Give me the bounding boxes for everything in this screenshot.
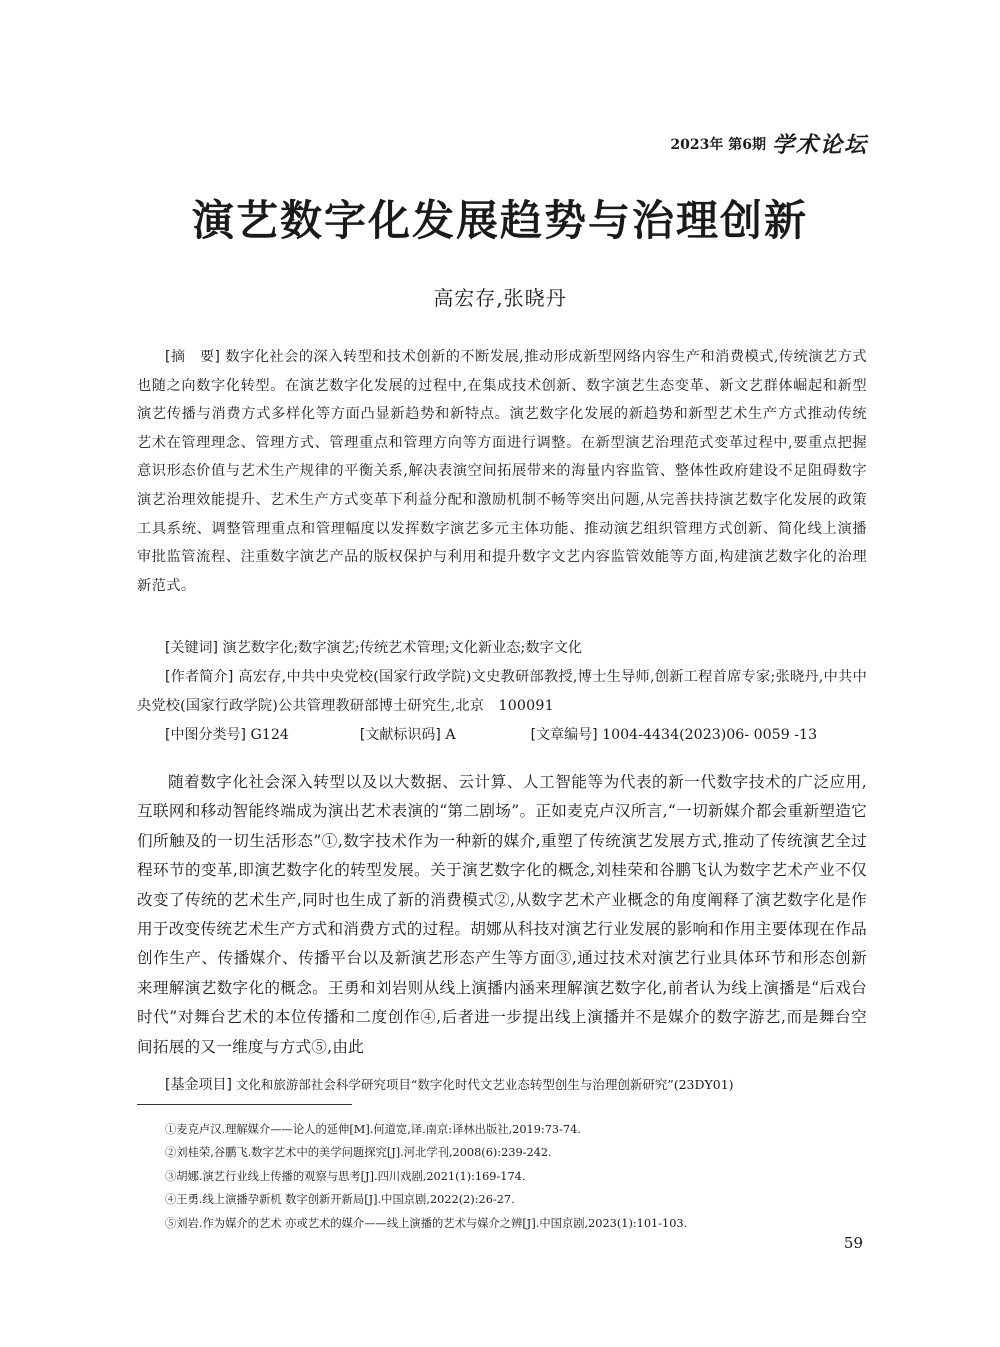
author-intro-text: 高宏存,中共中央党校(国家行政学院)文史教研部教授,博士生导师,创新工程首席专家;张晓丹,中共中央党校(国家行政学院)公共管理教研部博士研究生,北京 100091 (137, 669, 867, 714)
footnote-1: ①麦克卢汉.理解媒介——论人的延伸[M].何道宽,译.南京:译林出版社,2019:73-74. (165, 1123, 581, 1136)
running-header (670, 128, 868, 159)
author-intro-label: [作者简介] (165, 669, 234, 685)
clc-value: G124 (250, 727, 289, 743)
keywords-text: 演艺数字化;数字演艺;传统艺术管理;文化新业态;数字文化 (222, 640, 583, 656)
fund-text: 文化和旅游部社会科学研究项目“数字化时代文艺业态转型创生与治理创新研究”(23DY01) (235, 1077, 734, 1092)
doc-code-value: A (445, 727, 456, 743)
footnote-2: ②刘桂荣,谷鹏飞.数字艺术中的美学问题探究[J].河北学刊,2008(6):239-242. (165, 1146, 552, 1160)
abstract-label: [摘 要] (165, 349, 221, 365)
classification-row (137, 721, 895, 750)
footnote-5: ⑤刘岩.作为媒介的艺术 亦或艺术的媒介——线上演播的艺术与媒介之辨[J].中国京剧,2023(1):101-103. (165, 1216, 688, 1230)
footnote-4: ④王勇.线上演播孕新机 数字创新开新局[J].中国京剧,2022(2):26-27. (165, 1193, 515, 1207)
issue-label: 2023年 第6期 (670, 136, 766, 153)
article-number-label: [文章编号] (530, 727, 598, 743)
keywords-label: [关键词] (165, 640, 218, 656)
doc-code-label: [文献标识码] (359, 727, 441, 743)
author-intro (137, 663, 867, 720)
fund-project (137, 1074, 867, 1094)
clc-label: [中图分类号] (165, 727, 246, 743)
author-line: 高宏存,张晓丹 (433, 286, 567, 310)
page-number: 59 (843, 1234, 863, 1252)
fund-label: [基金项目] (165, 1077, 232, 1093)
abstract-text: 数字化社会的深入转型和技术创新的不断发展,推动形成新型网络内容生产和消费模式,传统演艺方式也随之向数字化转型。在演艺数字化发展的过程中,在集成技术创新、数字演艺生态变革、新文艺群体崛起和新型演艺传播与消费方式多样化等方面凸显新趋势和新特点。演艺数字化发展的新趋势和新型艺术生产方式推动传统艺术在管理理念、管理方式、管理重点和管理方向等方面进行调整。在新型演艺治理范式变革过程中,要重点把握意识形态价值与艺术生产规律的平衡关系,解决表演空间拓展带来的海量内容监管、整体性政府建设不足阻碍数字演艺治理效能提升、艺术生产方式变革下利益分配和激励机制不畅等突出问题,从完善扶持演艺数字化发展的政策工具系统、调整管理重点和管理幅度以发挥数字演艺多元主体功能、推动演艺组织管理方式创新、简化线上演播审批监管流程、注重数字演艺产品的版权保护与利用和提升数字文艺内容监管效能等方面,构建演艺数字化的治理新范式。 (137, 349, 867, 594)
journal-name: 学术论坛 (771, 132, 868, 158)
article-number-value: 1004-4434(2023)06- 0059 -13 (602, 727, 818, 743)
abstract (137, 343, 867, 600)
footnote-divider (137, 1104, 352, 1105)
body-paragraph: 随着数字化社会深入转型以及以大数据、云计算、人工智能等为代表的新一代数字技术的广泛应用,互联网和移动智能终端成为演出艺术表演的“第二剧场”。正如麦克卢汉所言,“一切新媒介都会重新塑造它们所触及的一切生活形态”①,数字技术作为一种新的媒介,重塑了传统演艺发展方式,推动了传统演艺全过程环节的变革,即演艺数字化的转型发展。关于演艺数字化的概念,刘桂荣和谷鹏飞认为数字艺术产业不仅改变了传统的艺术生产,同时也生成了新的消费模式②,从数字艺术产业概念的角度阐释了演艺数字化是作用于改变传统艺术生产方式和消费方式的过程。胡娜从科技对演艺行业发展的影响和作用主要体现在作品创作生产、传播媒介、传播平台以及新演艺形态产生等方面③,通过技术对演艺行业具体环节和形态创新来理解演艺数字化的概念。王勇和刘岩则从线上演播内涵来理解演艺数字化,前者认为线上演播是“后戏台时代”对舞台艺术的本位传播和二度创作④,后者进一步提出线上演播并不是媒介的数字游艺,而是舞台空间拓展的又一维度与方式⑤,由此 (137, 773, 867, 1056)
article-title: 演艺数字化发展趋势与治理创新 (191, 196, 808, 245)
footnote-list (137, 1118, 867, 1235)
keywords (137, 634, 867, 663)
footnote-3: ③胡娜.演艺行业线上传播的观察与思考[J].四川戏剧,2021(1):169-174. (165, 1169, 526, 1183)
